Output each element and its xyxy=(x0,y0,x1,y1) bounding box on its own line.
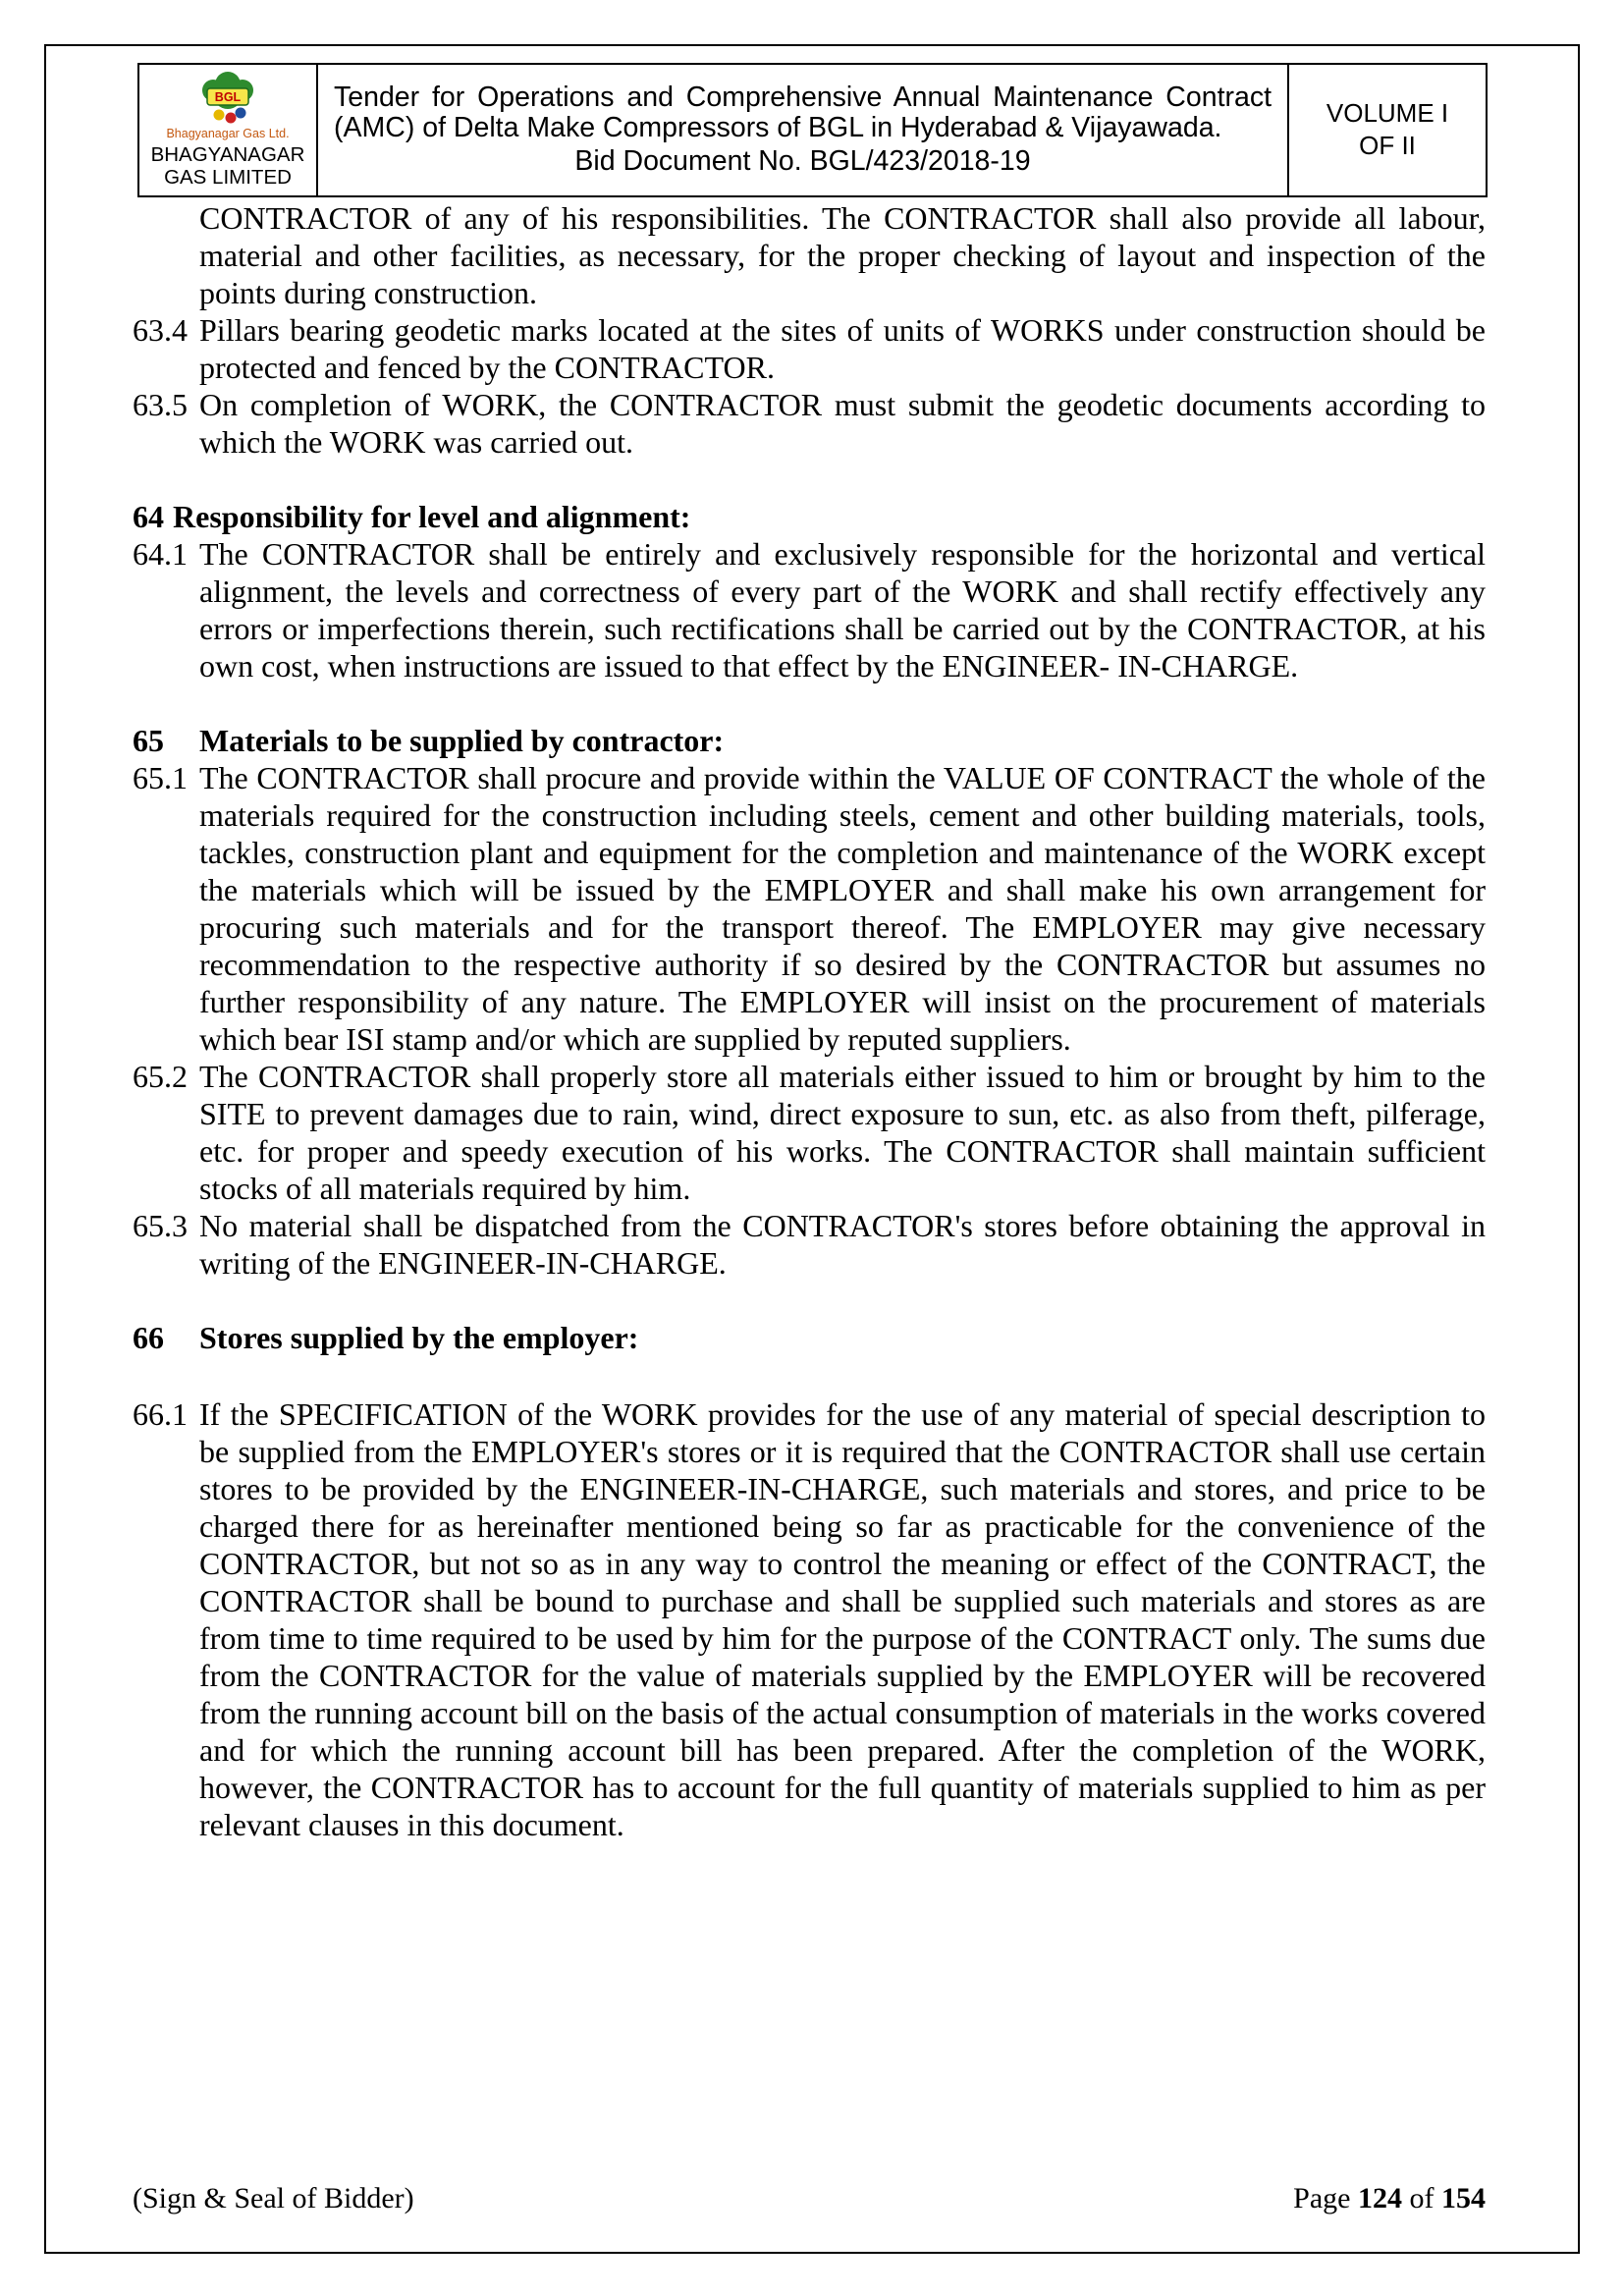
clause-number: 63.5 xyxy=(133,387,188,422)
clause-text: If the SPECIFICATION of the WORK provides for the use of any material of special description to be supplied from the EMPLOYER's stores or it is required that the CONTRACTOR shall use certain stores to be provided by the ENGINEER-IN-CHARGE, such materials and stores, and price to be charged there for as hereinafter mentioned being so far as practicable for the convenience of the CONTRACTOR, but not so as in any way to control the meaning or effect of the CONTRACT, the CONTRACTOR shall be bound to purchase and shall be supplied such materials and stores as are from time to time required to be used by him for the purpose of the CONTRACT only. The sums due from the CONTRACTOR for the value of materials supplied by the EMPLOYER will be recovered from the running account bill on the basis of the actual consumption of materials in the works covered and for which the running account bill has been prepared. After the completion of the WORK, however, the CONTRACTOR has to account for the full quantity of materials supplied to him as per relevant clauses in this document. xyxy=(199,1396,1486,1842)
clause-text: On completion of WORK, the CONTRACTOR must submit the geodetic documents according to which the WORK was carried out. xyxy=(199,387,1486,460)
section-heading-64 xyxy=(133,498,1486,535)
clause-number: 65.3 xyxy=(133,1208,188,1243)
paragraph-continuation xyxy=(133,199,1486,311)
clause-63-4 xyxy=(133,311,1486,386)
page-indicator xyxy=(1293,2182,1486,2215)
company-name: BHAGYANAGAR GAS LIMITED xyxy=(150,142,305,189)
title-cell xyxy=(317,64,1288,196)
page-total: 154 xyxy=(1441,2182,1486,2214)
section-number: 65 xyxy=(133,723,164,758)
section-title: Responsibility for level and alignment: xyxy=(173,499,691,534)
volume-line-2: OF II xyxy=(1359,131,1416,161)
clause-text: The CONTRACTOR shall procure and provide within the VALUE OF CONTRACT the whole of the materials required for the construction including steels, cement and other building materials, tools, tackles, construction plant and equipment for the completion and maintenance of the WORK except the materials which will be issued by the EMPLOYER and shall make his own arrangement for procuring such materials and for the transport thereof. The EMPLOYER may give necessary recommendation to the respective authority if so desired by the CONTRACTOR but assumes no further responsibility of any nature. The EMPLOYER will insist on the procurement of materials which bear ISI stamp and/or which are supplied by reputed suppliers. xyxy=(199,760,1486,1057)
document-body xyxy=(133,199,1486,1843)
clause-number: 63.4 xyxy=(133,312,188,348)
clause-number: 65.2 xyxy=(133,1059,188,1094)
page-footer xyxy=(133,2182,1486,2215)
clause-text: The CONTRACTOR shall properly store all materials either issued to him or brought by him to the SITE to prevent damages due to rain, wind, direct exposure to sun, etc. as also from theft, pilferage, etc. for proper and speedy execution of his works. The CONTRACTOR shall maintain sufficient stocks of all materials required by him. xyxy=(199,1059,1486,1206)
clause-64-1 xyxy=(133,535,1486,684)
logo-tagline: Bhagyanagar Gas Ltd. xyxy=(166,127,290,140)
section-title: Materials to be supplied by contractor: xyxy=(199,723,725,758)
section-heading-66 xyxy=(133,1319,1486,1356)
bgl-logo-icon xyxy=(181,69,275,128)
page-word: Page xyxy=(1293,2182,1351,2214)
section-number: 66 xyxy=(133,1320,164,1355)
logo-cell xyxy=(138,64,317,196)
clause-text: No material shall be dispatched from the CONTRACTOR's stores before obtaining the approval in writing of the ENGINEER-IN-CHARGE. xyxy=(199,1208,1486,1281)
clause-text: Pillars bearing geodetic marks located at the sites of units of WORKS under construction should be protected and fenced by the CONTRACTOR. xyxy=(199,312,1486,385)
section-title: Stores supplied by the employer: xyxy=(199,1320,639,1355)
clause-number: 66.1 xyxy=(133,1396,188,1432)
section-number: 64 xyxy=(133,499,164,534)
clause-number: 65.1 xyxy=(133,760,188,795)
page-current: 124 xyxy=(1358,2182,1402,2214)
clause-63-5 xyxy=(133,386,1486,461)
sign-seal-label: (Sign & Seal of Bidder) xyxy=(133,2182,414,2214)
of-word: of xyxy=(1409,2182,1435,2214)
volume-line-1: VOLUME I xyxy=(1326,97,1449,128)
document-header xyxy=(137,63,1488,197)
bid-document-number: Bid Document No. BGL/423/2018-19 xyxy=(574,144,1031,177)
clause-65-1 xyxy=(133,759,1486,1058)
volume-cell xyxy=(1288,64,1487,196)
clause-text: CONTRACTOR of any of his responsibilities. The CONTRACTOR shall also provide all labour, material and other facilities, as necessary, for the proper checking of layout and inspection of the points during construction. xyxy=(199,200,1486,310)
section-heading-65 xyxy=(133,722,1486,759)
clause-66-1 xyxy=(133,1395,1486,1843)
clause-65-2 xyxy=(133,1058,1486,1207)
clause-text: The CONTRACTOR shall be entirely and exclusively responsible for the horizontal and vertical alignment, the levels and correctness of every part of the WORK and shall rectify effectively any errors or imperfections therein, such rectifications shall be carried out by the CONTRACTOR, at his own cost, when instructions are issued to that effect by the ENGINEER- IN-CHARGE. xyxy=(199,536,1486,683)
clause-number: 64.1 xyxy=(133,536,188,572)
logo-acronym: BGL xyxy=(214,90,242,104)
tender-title: Tender for Operations and Comprehensive Annual Maintenance Contract (AMC) of Delta Make Compressors of BGL in Hyderabad & Vijayawada. xyxy=(334,82,1272,144)
clause-65-3 xyxy=(133,1207,1486,1282)
